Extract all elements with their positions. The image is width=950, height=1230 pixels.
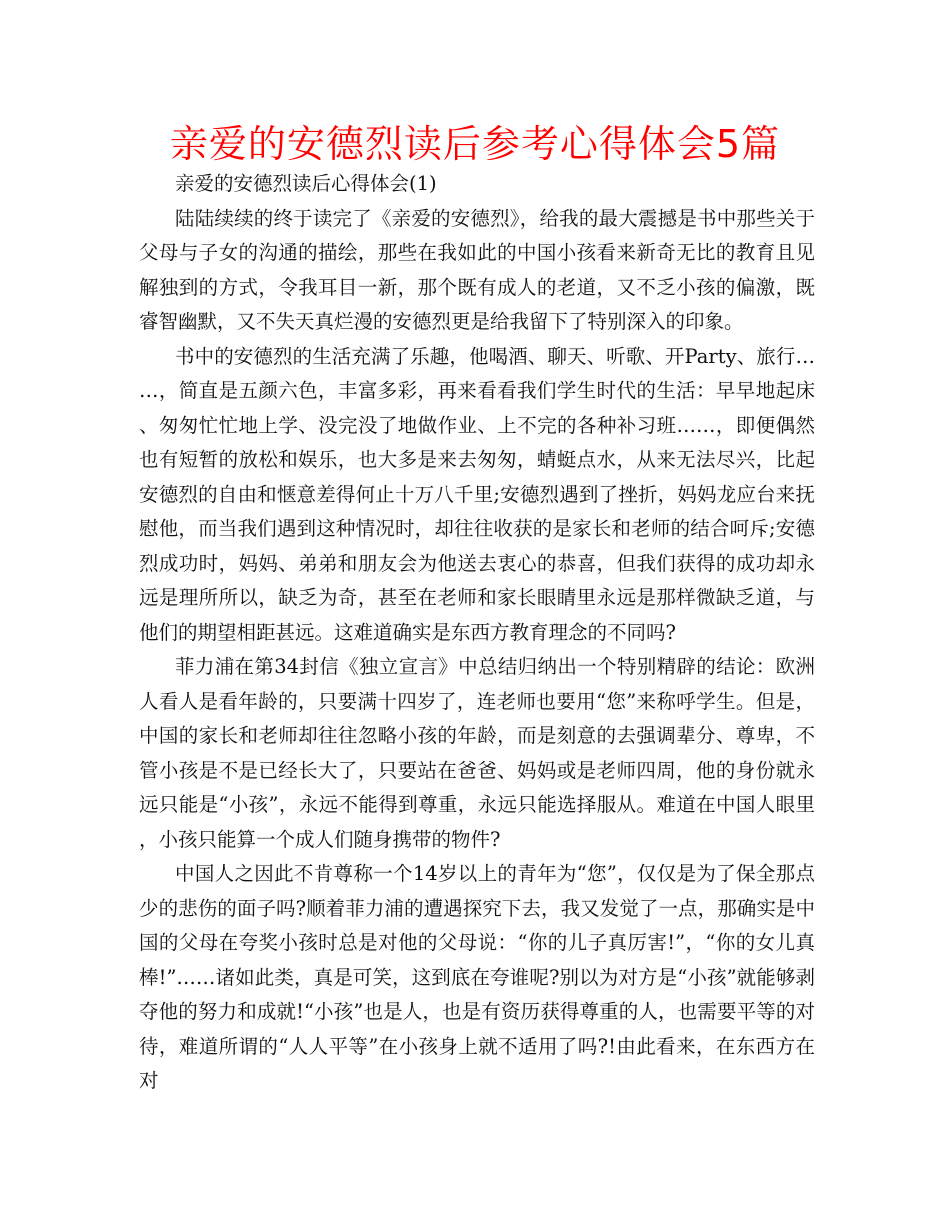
paragraph: 陆陆续续的终于读完了《亲爱的安德烈》，给我的最大震撼是书中那些关于父母与子女的沟通的描绘，那些在我如此的中国小孩看来新奇无比的教育且见解独到的方式，令我耳目一新，那个既有成人的老道，又不乏小孩的偏激，既睿智幽默，又不失天真烂漫的安德烈更是给我留下了特别深入的印象。: [139, 206, 815, 333]
document-body: [139, 167, 815, 1099]
paragraph: 菲力浦在第34封信《独立宣言》中总结归纳出一个特别精辟的结论：欧洲人看人是看年龄的，只要满十四岁了，连老师也要用“您”来称呼学生。但是，中国的家长和老师却往往忽略小孩的年龄，而是刻意的去强调辈分、尊卑，不管小孩是不是已经长大了，只要站在爸爸、妈妈或是老师四周，他的身份就永远只能是“小孩”，永远不能得到尊重，永远只能选择服从。难道在中国人眼里，小孩只能算一个成人们随身携带的物件?: [139, 655, 815, 851]
paragraph: 中国人之因此不肯尊称一个14岁以上的青年为“您”，仅仅是为了保全那点少的悲伤的面子吗?顺着菲力浦的遭遇探究下去，我又发觉了一点，那确实是中国的父母在夸奖小孩时总是对他的父母说：“你的儿子真厉害!”，“你的女儿真棒!”……诸如此类，真是可笑，这到底在夸谁呢?别以为对方是“小孩”就能够剥夺他的努力和成就!“小孩”也是人，也是有资历获得尊重的人，也需要平等的对待，难道所谓的“人人平等”在小孩身上就不适用了吗?!由此看来，在东西方在对: [139, 862, 815, 1092]
document-title: 亲爱的安德烈读后参考心得体会5篇: [169, 122, 781, 166]
paragraph: 书中的安德烈的生活充满了乐趣，他喝酒、聊天、听歌、开Party、旅行……，简直是五颜六色，丰富多彩，再来看看我们学生时代的生活：早早地起床、匆匆忙忙地上学、没完没了地做作业、上不完的各种补习班……，即便偶然也有短暂的放松和娱乐，也大多是来去匆匆，蜻蜓点水，从来无法尽兴，比起安德烈的自由和惬意差得何止十万八千里;安德烈遇到了挫折，妈妈龙应台来抚慰他，而当我们遇到这种情况时，却往往收获的是家长和老师的结合呵斥;安德烈成功时，妈妈、弟弟和朋友会为他送去衷心的恭喜，但我们获得的成功却永远是理所所以，缺乏为奇，甚至在老师和家长眼睛里永远是那样微缺乏道，与他们的期望相距甚远。这难道确实是东西方教育理念的不同吗?: [139, 344, 815, 644]
section-subtitle: 亲爱的安德烈读后心得体会(1): [175, 172, 437, 195]
